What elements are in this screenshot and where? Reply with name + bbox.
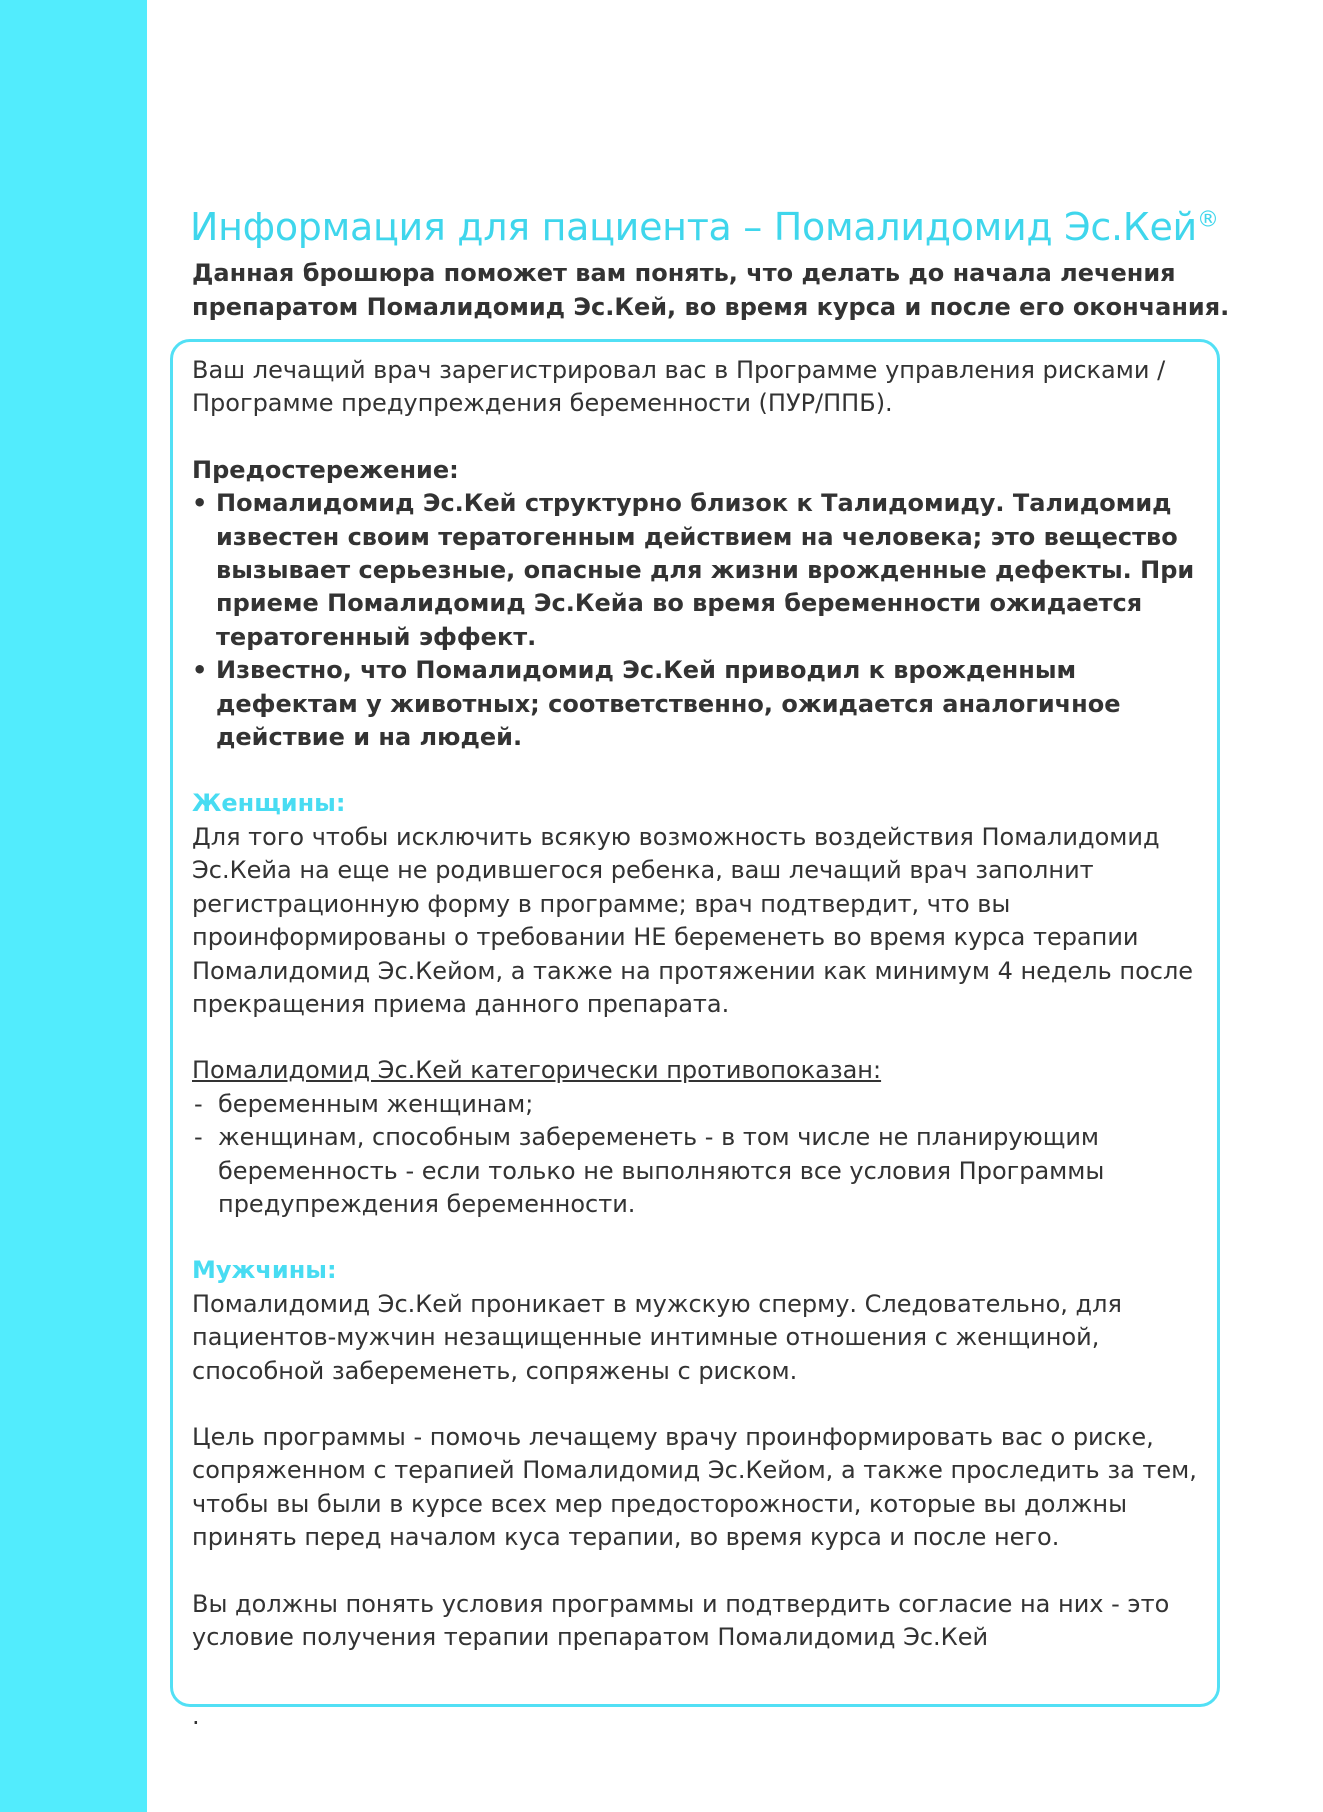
trailing-period: . [192,1702,200,1730]
intro-text: Данная брошюра поможет вам понять, что делать до начала лечения препаратом Помалидомид Эс.Кей, во время курса и после его окончания. [192,259,1230,321]
warning-item: • Известно, что Помалидомид Эс.Кей приводил к врожденным дефектам у животных; соответственно, ожидается аналогичное действие и на людей. [192,654,1212,754]
men-text: Помалидомид Эс.Кей проникает в мужскую сперму. Следовательно, для пациентов-мужчин незащищенные интимные отношения с женщиной, способной забеременеть, сопряжены с риском. [192,1289,1122,1385]
consent-text: Вы должны понять условия программы и подтвердить согласие на них - это условие получения терапии препаратом Помалидомид Эс.Кей [192,1589,1170,1651]
contraindication-item: - беременным женщинам; [192,1088,1212,1121]
warning-list [192,487,1212,754]
contraindications-list [192,1088,1212,1222]
registered-mark: ® [1196,207,1219,233]
women-heading: Женщины: [192,789,346,818]
warning-item: • Помалидомид Эс.Кей структурно близок к Талидомиду. Талидомид известен своим тератогенным действием на человека; это вещество вызывает серьезные, опасные для жизни врожденные дефекты. При приеме Помалидомид Эс.Кейа во время беременности ожидается тератогенный эффект. [192,487,1212,654]
warning-heading: Предостережение: [192,455,459,484]
women-text: Для того чтобы исключить всякую возможность воздействия Помалидомид Эс.Кейа на еще не родившегося ребенка, ваш лечащий врач заполнит регистрационную форму в программе; врач подтвердит, что вы проинформированы о требовании НЕ беременеть во время курса терапии Помалидомид Эс.Кейом, а также на протяжении как минимум 4 недель после прекращения приема данного препарата. [192,822,1194,1018]
info-content [192,354,1212,1654]
sidebar-color-band [0,0,147,1812]
page-title [190,205,1270,249]
contraindications-heading: Помалидомид Эс.Кей категорически противопоказан: [192,1056,882,1085]
contraindication-item: - женщинам, способным забеременеть - в том числе не планирующим беременность - если только не выполняются все условия Программы предупреждения беременности. [192,1121,1212,1221]
men-heading: Мужчины: [192,1256,337,1285]
page-title-text: Информация для пациента – Помалидомид Эс.Кей [190,205,1197,249]
registration-text: Ваш лечащий врач зарегистрировал вас в Программе управления рисками / Программе предупреждения беременности (ПУР/ППБ). [192,356,1166,418]
goal-text: Цель программы - помочь лечащему врачу проинформировать вас о риске, сопряженном с терапией Помалидомид Эс.Кейом, а также проследить за тем, чтобы вы были в курсе всех мер предосторожности, которые вы должны принять перед началом куса терапии, во время курса и после него. [192,1422,1197,1552]
